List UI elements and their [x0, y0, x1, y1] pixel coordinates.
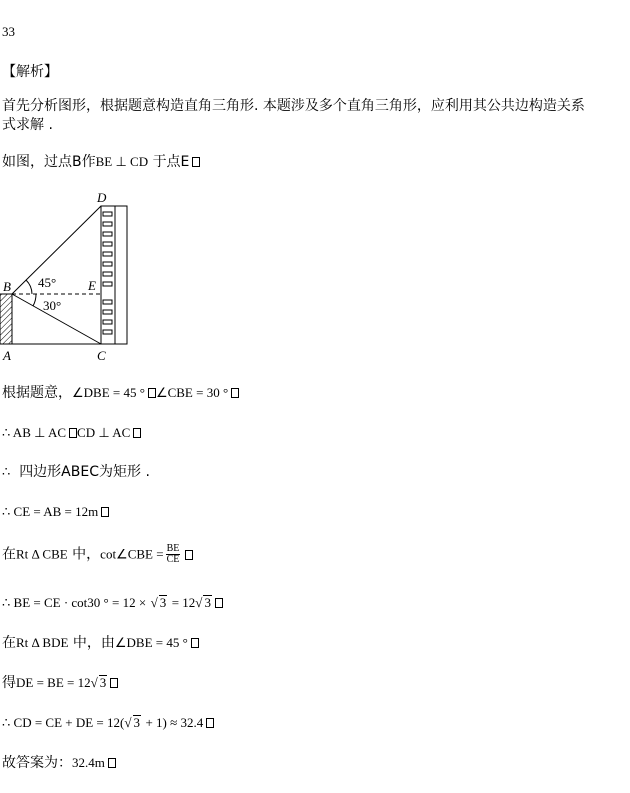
step-6: ∴ BE = CE · cot30 ° = 12 × √ 3 = 12√ 3 [2, 594, 223, 612]
step-2: ∴ AB ⊥ AC CD ⊥ AC [2, 424, 141, 442]
question-number: 33 [2, 24, 15, 39]
section-heading: 【解析】 [2, 64, 58, 80]
fraction-be-ce: $\frac{BE}{CE}$ [166, 543, 180, 565]
label-a: A [3, 348, 11, 363]
angle-label-30: 30° [43, 298, 62, 313]
intro-line-1: 首先分析图形，根据题意构造直角三角形. 本题涉及多个直角三角形，应利用其公共边构造关系 [2, 98, 585, 114]
step-7: 在Rt Δ BDE 中，由∠DBE = 45 ° [2, 634, 199, 652]
building-windows [103, 212, 112, 334]
construction-math: BE ⊥ CD [95, 154, 149, 169]
label-c: C [97, 348, 106, 363]
label-b: B [3, 279, 11, 294]
construction-line [2, 153, 200, 171]
wall-hatch [0, 294, 12, 344]
angle-arc-30 [33, 294, 36, 306]
construction-suffix: 于点E [152, 154, 190, 170]
angle-arc-45 [26, 280, 32, 294]
label-e: E [88, 278, 96, 293]
label-d: D [97, 190, 107, 205]
step-5: 在Rt Δ CBE 中，cot∠CBE = $\frac{BE}{CE}$ [2, 544, 193, 565]
box-glyph [192, 157, 200, 167]
final-answer: 故答案为：32.4m [2, 754, 116, 772]
construction-prefix: 如图，过点B作 [2, 154, 96, 170]
step-3: ∴ 四边形ABEC为矩形 . [2, 464, 150, 480]
step-9: ∴ CD = CE + DE = 12(√ 3 + 1) ≈ 32.4 [2, 714, 214, 732]
step-8: 得DE = BE = 12√ 3 [2, 674, 118, 692]
building-outline [101, 206, 127, 344]
intro-line-2: 式求解 . [2, 117, 53, 133]
angle-label-45: 45° [38, 275, 57, 290]
step-4: ∴ CE = AB = 12m [2, 503, 109, 521]
geometry-figure [0, 188, 140, 368]
step-1: 根据题意，∠DBE = 45 ° ∠CBE = 30 ° [2, 384, 239, 402]
